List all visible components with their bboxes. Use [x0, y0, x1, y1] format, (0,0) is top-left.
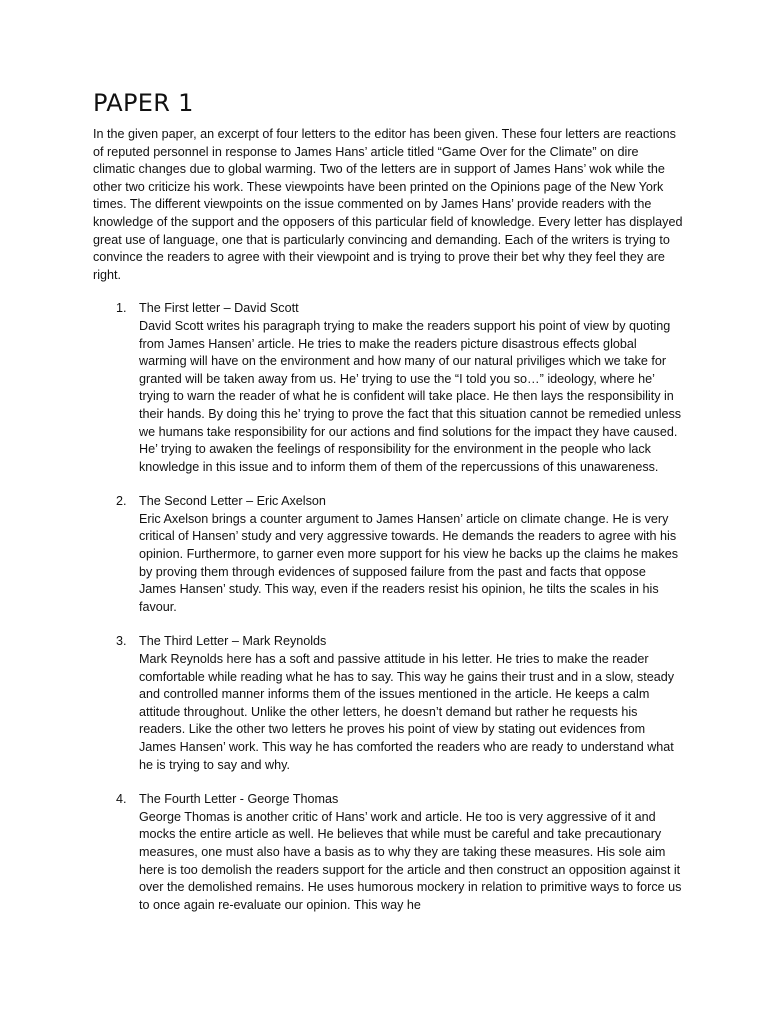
- list-item-letter-2: [93, 493, 683, 616]
- letter-body: Mark Reynolds here has a soft and passive attitude in his letter. He tries to make the reader comfortable while reading what he has to say. This way he gains their trust and in a slow, steady and controlled manner informs them of the issues mentioned in the article. He keeps a calm attitude throughout. Unlike the other letters, he doesn’t demand but rather he requests his readers. Like the other two letters he proves his point of view by stating out evidences from James Hansen’ work. This way he has comforted the readers who are ready to understand what he is trying to say and why.: [139, 652, 675, 772]
- list-item-number: 2.: [116, 494, 127, 509]
- page-title: PAPER 1: [93, 89, 194, 117]
- letters-list: [93, 300, 683, 914]
- letter-heading: The Second Letter – Eric Axelson: [139, 494, 326, 509]
- list-item-number: 4.: [116, 792, 127, 807]
- list-item-number: 1.: [116, 301, 127, 316]
- list-item-letter-1: [93, 300, 683, 476]
- letter-heading: The Fourth Letter - George Thomas: [139, 792, 339, 807]
- list-item-letter-4: [93, 791, 683, 914]
- letter-body: Eric Axelson brings a counter argument to James Hansen’ article on climate change. He is very critical of Hansen’ study and very aggressive towards. He demands the readers to agree with his opinion. Furthermore, to garner even more support for his view he backs up the claims he makes by proving them through evidences of supposed failure from the past and facts that oppose James Hansen’ study. This way, even if the readers resist his opinion, he tilts the scales in his favour.: [139, 511, 678, 614]
- letter-heading: The First letter – David Scott: [139, 301, 299, 316]
- letter-body: George Thomas is another critic of Hans’ work and article. He too is very aggressive of it and mocks the entire article as well. He believes that while must be careful and take precautionary measures, one must also have a basis as to why they are taking these measures. His sole aim here is too demolish the readers support for the article and then construct an opposition against it over the demolished remains. He uses humorous mockery in relation to primitive ways to force us to once again re-evaluate our opinion. This way he: [139, 809, 682, 912]
- letter-heading: The Third Letter – Mark Reynolds: [139, 634, 327, 649]
- document-page: [93, 86, 683, 931]
- letter-body: David Scott writes his paragraph trying to make the readers support his point of view by quoting from James Hansen’ article. He tries to make the readers picture disastrous effects global warming will have on the environment and how many of our natural priviliges which we take for granted will be taken away from us. He’ trying to use the “I told you so…” ideology, where he’ trying to warn the reader of what he is confident will take place. He then lays the responsibility in their hands. By doing this he’ trying to prove the fact that this situation cannot be remedied unless we humans take responsibility for our actions and find solutions for the impact they have caused. He’ trying to awaken the feelings of responsibility for the environment in the people who lack knowledge in this issue and to inform them of them of the repercussions of this unawareness.: [139, 318, 682, 474]
- intro-paragraph: In the given paper, an excerpt of four letters to the editor has been given. These four letters are reactions of reputed personnel in response to James Hans’ article titled “Game Over for the Climate” on dire climatic changes due to global warming. Two of the letters are in support of James Hans’ wok while the other two criticize his work. These viewpoints have been printed on the Opinions page of the New York times. The different viewpoints on the issue commented on by James Hans’ provide readers with the knowledge of the support and the opposers of this particular field of knowledge. Every letter has displayed great use of language, one that is particularly convincing and demanding. Each of the writers is trying to convince the readers to agree with their viewpoint and is trying to prove their bet why they feel they are right.: [93, 127, 683, 282]
- list-item-number: 3.: [116, 634, 127, 649]
- list-item-letter-3: [93, 633, 683, 774]
